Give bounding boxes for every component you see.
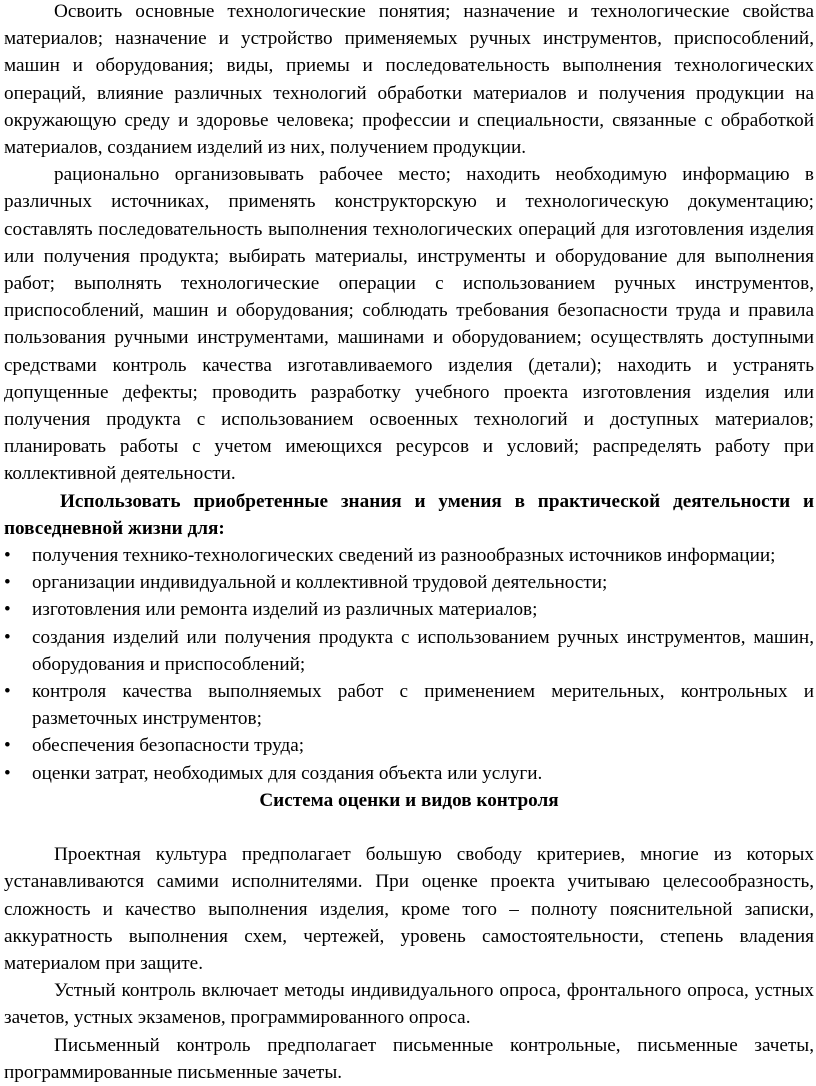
list-item-text: получения технико-технологических сведений из разнообразных источников информации; [32,545,776,567]
bullet-icon: • [4,545,11,567]
list-item [4,596,814,623]
bullet-icon: • [4,762,11,784]
list-item [4,542,814,569]
paragraph-skills: рационально организовывать рабочее место; находить необходимую информацию в различных источниках, применять конструкторскую и технологическую документацию; составлять последовательность выполнения технологических операций для изготовления изделия или получения продукта; выбирать материалы, инструменты и оборудование для выполнения работ; выполнять технологические операции с использованием ручных инструментов, приспособлений, машин и оборудования; соблюдать требования безопасности труда и правила пользования ручными инструментами, машинами и оборудованием; осуществлять доступными средствами контроль качества изготавливаемого изделия (детали); находить и устранять допущенные дефекты; проводить разработку учебного проекта изготовления изделия или получения продукта с использованием освоенных технологий и доступных материалов; планировать работы с учетом имеющихся ресурсов и условий; распределять работу при коллективной деятельности. [4,164,814,485]
paragraph-learning-goals: Освоить основные технологические понятия; назначение и технологические свойства материалов; назначение и устройство применяемых ручных инструментов, приспособлений, машин и оборудования; виды, приемы и последовательность выполнения технологических операций, влияние различных технологий обработки материалов и получения продукции на окружающую среду и здоровье человека; профессии и специальности, связанные с обработкой материалов, созданием изделий из них, получением продукции. [4,1,814,159]
bullet-icon: • [4,735,11,757]
list-item [4,569,814,596]
paragraph-project-culture: Проектная культура предполагает большую свободу критериев, многие из которых устанавливаются самими исполнителями. При оценке проекта учитываю целесообразность, сложность и качество выполнения изделия, кроме того – полноту пояснительной записки, аккуратность выполнения схем, чертежей, уровень самостоятельности, степень владения материалом при защите. [4,844,814,974]
list-item-text: оценки затрат, необходимых для создания объекта или услуги. [32,762,543,784]
section-title: Система оценки и видов контроля [259,789,559,811]
bullet-icon: • [4,572,11,594]
usage-list [4,542,814,787]
bullet-icon: • [4,626,11,648]
list-item [4,624,814,678]
list-item-text: создания изделий или получения продукта с использованием ручных инструментов, машин, оборудования и приспособлений; [32,626,814,675]
list-item-text: обеспечения безопасности труда; [32,735,305,757]
bullet-icon: • [4,681,11,703]
paragraph-written-control: Письменный контроль предполагает письменные контрольные, письменные зачеты, программированные письменные зачеты. [4,1034,814,1083]
paragraph-oral-control: Устный контроль включает методы индивидуального опроса, фронтального опроса, устных зачетов, устных экзаменов, программированного опроса. [4,980,814,1029]
list-item-text: контроля качества выполняемых работ с применением мерительных, контрольных и разметочных инструментов; [32,681,814,730]
list-item [4,732,814,759]
list-item-text: организации индивидуальной и коллективной трудовой деятельности; [32,572,608,594]
list-item [4,760,814,787]
list-item [4,678,814,732]
list-item-text: изготовления или ремонта изделий из различных материалов; [32,599,538,621]
usage-heading: Использовать приобретенные знания и умения в практической деятельности и повседневной жизни для: [4,490,814,539]
bullet-icon: • [4,599,11,621]
